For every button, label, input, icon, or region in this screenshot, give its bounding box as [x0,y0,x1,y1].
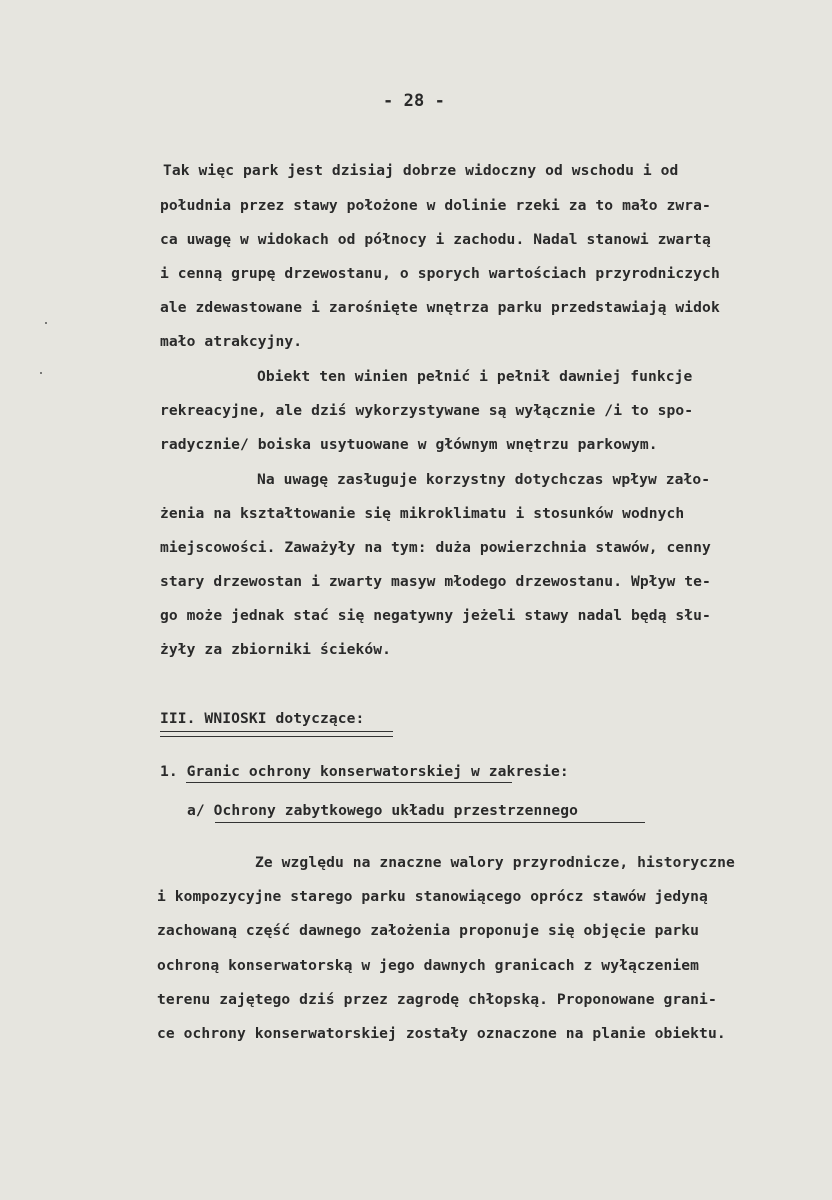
sub-item-underline [215,822,645,823]
text-line: i cenną grupę drzewostanu, o sporych wartościach przyrodniczych [160,265,720,282]
text-line: go może jednak stać się negatywny jeżeli stawy nadal będą słu- [160,607,711,624]
sub-item-heading: a/ Ochrony zabytkowego układu przestrzennego [187,802,578,819]
text-line: ale zdewastowane i zarośnięte wnętrza parku przedstawiają widok [160,299,720,316]
text-line: ca uwagę w widokach od północy i zachodu. Nadal stanowi zwartą [160,231,711,248]
text-line: terenu zajętego dziś przez zagrodę chłopską. Proponowane grani- [157,991,717,1008]
text-line: i kompozycyjne starego parku stanowiącego oprócz stawów jedyną [157,888,708,905]
text-line: radycznie/ boiska usytuowane w głównym wnętrzu parkowym. [160,436,658,453]
subsection-underline [186,782,512,783]
heading-double-underline [160,731,393,737]
paper-speck [40,372,42,374]
text-line: żyły za zbiorniki ścieków. [160,641,392,658]
subsection-heading: 1. Granic ochrony konserwatorskiej w zakresie: [160,763,569,780]
text-line: stary drzewostan i zwarty masyw młodego drzewostanu. Wpływ te- [160,573,711,590]
text-line: mało atrakcyjny. [160,333,303,350]
section-heading: III. WNIOSKI dotyczące: [160,710,365,727]
page-number: - 28 - [383,91,446,111]
text-line: Tak więc park jest dzisiaj dobrze widoczny od wschodu i od [163,162,679,179]
text-line: zachowaną część dawnego założenia proponuje się objęcie parku [157,922,700,939]
text-line: Ze względu na znaczne walory przyrodnicze, historyczne [255,854,735,871]
text-line: żenia na kształtowanie się mikroklimatu i stosunków wodnych [160,505,685,522]
text-line: miejscowości. Zaważyły na tym: duża powierzchnia stawów, cenny [160,539,711,556]
text-line: ce ochrony konserwatorskiej zostały oznaczone na planie obiektu. [157,1025,726,1042]
text-line: Obiekt ten winien pełnić i pełnił dawniej funkcje [257,368,693,385]
text-line: południa przez stawy położone w dolinie rzeki za to mało zwra- [160,197,711,214]
text-line: Na uwagę zasługuje korzystny dotychczas wpływ zało- [257,471,711,488]
text-line: rekreacyjne, ale dziś wykorzystywane są wyłącznie /i to spo- [160,402,694,419]
paper-speck [45,322,47,324]
text-line: ochroną konserwatorską w jego dawnych granicach z wyłączeniem [157,957,700,974]
